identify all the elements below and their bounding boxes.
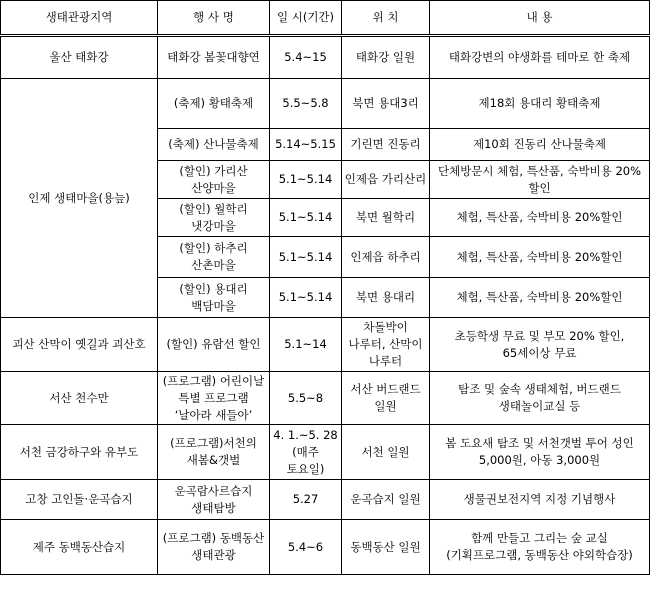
location-cell: 동백동산 일원 bbox=[342, 520, 430, 575]
region-cell: 괴산 산막이 옛길과 괴산호 bbox=[1, 318, 158, 372]
date-cell: 5.1~5.14 bbox=[270, 199, 342, 237]
content-cell: 제18회 용대리 황태축제 bbox=[430, 79, 650, 129]
date-cell: 5.4~6 bbox=[270, 520, 342, 575]
region-cell: 인제 생태마을(용늪) bbox=[1, 79, 158, 318]
table-row bbox=[1, 372, 650, 425]
table-row bbox=[1, 480, 650, 520]
date-cell: 5.1~5.14 bbox=[270, 278, 342, 318]
content-cell: 체험, 특산품, 숙박비용 20%할인 bbox=[430, 278, 650, 318]
content-cell: 체험, 특산품, 숙박비용 20%할인 bbox=[430, 237, 650, 278]
date-cell: 5.1~5.14 bbox=[270, 237, 342, 278]
content-cell: 단체방문시 체험, 특산품, 숙박비용 20%할인 bbox=[430, 161, 650, 199]
header-region: 생태관광지역 bbox=[1, 1, 158, 36]
event-cell: (축제) 황태축제 bbox=[158, 79, 270, 129]
date-cell: 5.27 bbox=[270, 480, 342, 520]
header-location: 위 치 bbox=[342, 1, 430, 36]
content-cell: 체험, 특산품, 숙박비용 20%할인 bbox=[430, 199, 650, 237]
location-cell: 차돌박이 나루터, 산막이 나루터 bbox=[342, 318, 430, 372]
region-cell: 서산 천수만 bbox=[1, 372, 158, 425]
table-row bbox=[1, 425, 650, 480]
header-date: 일 시(기간) bbox=[270, 1, 342, 36]
location-cell: 인제읍 하추리 bbox=[342, 237, 430, 278]
event-cell: (할인) 하추리 산촌마을 bbox=[158, 237, 270, 278]
location-cell: 인제읍 가리산리 bbox=[342, 161, 430, 199]
date-cell: 5.4~15 bbox=[270, 36, 342, 79]
date-cell: 4. 1.~5. 28 (매주 토요일) bbox=[270, 425, 342, 480]
header-content: 내 용 bbox=[430, 1, 650, 36]
region-cell: 제주 동백동산습지 bbox=[1, 520, 158, 575]
event-cell: (프로그램)서천의 새봄&갯벌 bbox=[158, 425, 270, 480]
content-cell: 초등학생 무료 및 부모 20% 할인, 65세이상 무료 bbox=[430, 318, 650, 372]
location-cell: 운곡습지 일원 bbox=[342, 480, 430, 520]
region-cell: 고창 고인돌·운곡습지 bbox=[1, 480, 158, 520]
location-cell: 서천 일원 bbox=[342, 425, 430, 480]
table-row bbox=[1, 79, 650, 129]
event-cell: 운곡람사르습지 생태탐방 bbox=[158, 480, 270, 520]
location-cell: 태화강 일원 bbox=[342, 36, 430, 79]
content-cell: 태화강변의 야생화를 테마로 한 축제 bbox=[430, 36, 650, 79]
table-row bbox=[1, 318, 650, 372]
table-row bbox=[1, 36, 650, 79]
location-cell: 북면 용대리 bbox=[342, 278, 430, 318]
region-cell: 울산 태화강 bbox=[1, 36, 158, 79]
location-cell: 북면 월학리 bbox=[342, 199, 430, 237]
event-cell: (프로그램) 동백동산 생태관광 bbox=[158, 520, 270, 575]
date-cell: 5.1~14 bbox=[270, 318, 342, 372]
content-cell: 제10회 진동리 산나물축제 bbox=[430, 129, 650, 161]
event-cell: (프로그램) 어린이날 특별 프로그램 ‘날아라 새들아’ bbox=[158, 372, 270, 425]
event-cell: (할인) 가리산 산양마을 bbox=[158, 161, 270, 199]
event-cell: (축제) 산나물축제 bbox=[158, 129, 270, 161]
event-cell: 태화강 봄꽃대향연 bbox=[158, 36, 270, 79]
region-cell: 서천 금강하구와 유부도 bbox=[1, 425, 158, 480]
location-cell: 북면 용대3리 bbox=[342, 79, 430, 129]
location-cell: 서산 버드랜드 일원 bbox=[342, 372, 430, 425]
date-cell: 5.1~5.14 bbox=[270, 161, 342, 199]
table-row bbox=[1, 520, 650, 575]
event-cell: (할인) 월학리 냇강마을 bbox=[158, 199, 270, 237]
event-cell: (할인) 유람선 할인 bbox=[158, 318, 270, 372]
location-cell: 기린면 진동리 bbox=[342, 129, 430, 161]
content-cell: 생물권보전지역 지정 기념행사 bbox=[430, 480, 650, 520]
content-cell: 탐조 및 숲속 생태체험, 버드랜드 생태놀이교실 등 bbox=[430, 372, 650, 425]
content-cell: 봄 도요새 탐조 및 서천갯벌 투어 성인 5,000원, 아동 3,000원 bbox=[430, 425, 650, 480]
date-cell: 5.5~8 bbox=[270, 372, 342, 425]
header-row bbox=[1, 1, 650, 36]
header-event: 행 사 명 bbox=[158, 1, 270, 36]
date-cell: 5.14~5.15 bbox=[270, 129, 342, 161]
content-cell: 함께 만들고 그리는 숲 교실 (기획프로그램, 동백동산 야외학습장) bbox=[430, 520, 650, 575]
date-cell: 5.5~5.8 bbox=[270, 79, 342, 129]
event-cell: (할인) 용대리 백담마을 bbox=[158, 278, 270, 318]
